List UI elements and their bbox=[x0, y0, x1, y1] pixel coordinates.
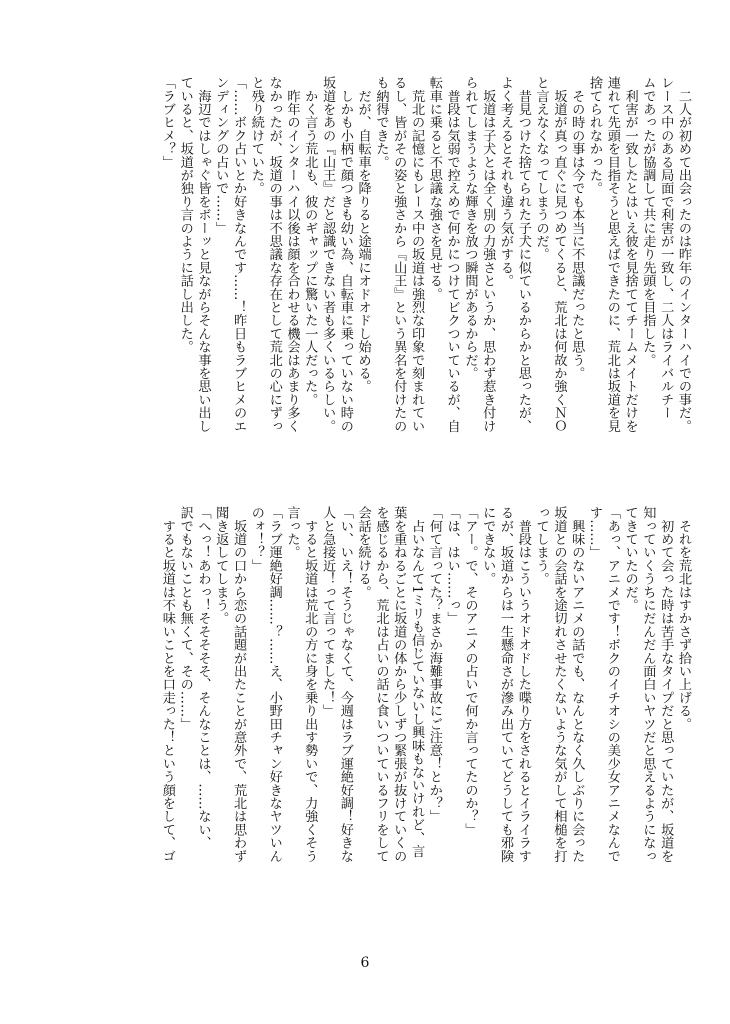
text-column: 連れて先頭を目指そうと思えばできたのに、荒北は坂道を見 bbox=[604, 76, 620, 433]
text-column: それを荒北はすかさず拾い上げる。 bbox=[676, 506, 691, 731]
text-column: 「ラブ運絶好調……？……え、小野田チャン好きなヤツいん bbox=[266, 506, 282, 863]
text-column: 「アー。で、そのアニメの占いで何か言ってたのか？」 bbox=[462, 506, 478, 836]
text-column: すると坂道は荒北の方に身を乗り出す勢いで、力強くそう bbox=[302, 506, 318, 863]
text-column: よく考えるとそれも違う気がする。 bbox=[498, 76, 514, 288]
text-column: るが、坂道からは一生懸命さが滲み出ていてどうしても邪険 bbox=[498, 506, 514, 863]
text-column: 「ラブヒメ？」 bbox=[159, 76, 175, 169]
text-column: 聞き返してしまう。 bbox=[213, 506, 229, 625]
text-column: 「何て言ってた？まさか海難事故にご注意！とか？」 bbox=[426, 506, 442, 823]
text-column: 二人が初めて出会ったのは昨年のインターハイでの事だ。 bbox=[676, 76, 691, 433]
text-column: るし、皆がその姿と強さから『山王』という異名を付けたの bbox=[391, 76, 407, 433]
text-column: 捨てられなかった。 bbox=[587, 76, 603, 195]
text-column: 利害が一致したとはいえ彼を見捨ててチームメイトだけを bbox=[622, 76, 638, 433]
text-column: 昔見つけた捨てられた子犬に似ているからかと思ったが、 bbox=[515, 76, 531, 433]
text-column: なかったが、坂道の事は不思議な存在として荒北の心にずっ bbox=[266, 76, 282, 433]
text-column: その時の事は今でも本当に不思議だったと思う。 bbox=[569, 76, 585, 380]
text-column: 「……ボク占いとか好きなんです……！昨日もラブヒメのエ bbox=[231, 76, 247, 433]
text-column: レース中のある局面で利害が一致し、二人はライバルチー bbox=[658, 76, 674, 420]
page-number: 6 bbox=[360, 955, 370, 971]
text-column: 海辺ではしゃぐ皆をボーッと見ながらそんな事を思い出し bbox=[195, 76, 211, 433]
text-column: にできない。 bbox=[480, 506, 496, 586]
text-column: も納得できた。 bbox=[373, 76, 389, 169]
text-column: られてしまうような輝きを放つ瞬間があるからだ。 bbox=[462, 76, 478, 380]
text-column: しかも小柄で顔つきも幼い為、自転車に乗っていない時の bbox=[337, 76, 353, 433]
text-column: 人と急接近！って言ってました！」 bbox=[320, 506, 336, 718]
text-column: 転車に乗ると不思議な強さを見せる。 bbox=[426, 76, 442, 301]
text-column: 普段は気弱で控えめで何かにつけてビクついているが、自 bbox=[444, 76, 460, 433]
text-column: 興味のないアニメの話でも、なんとなく久しぶりに会った bbox=[569, 506, 585, 863]
text-column: 坂道との会話を途切れさせたくないような気がして相槌を打 bbox=[551, 506, 567, 863]
text-column: 葉を重ねるごとに坂道の体から少しずつ緊張が抜けていくの bbox=[391, 506, 407, 863]
text-column: ていると、坂道が独り言のように話し出した。 bbox=[177, 76, 193, 354]
text-column: 「へっ！あわっ！そそそそそ、そんなことは、……ない、 bbox=[195, 506, 211, 850]
text-column: 坂道をあの『山王』だと認識できない者も多くいるらしい。 bbox=[320, 76, 336, 433]
text-column: す……」 bbox=[587, 506, 603, 559]
text-column: 「い、いえ！そうじゃなくて、今週はラブ運絶好調！好きな bbox=[337, 506, 353, 863]
text-column: ムであったが協調して共に走り先頭を目指した。 bbox=[640, 76, 656, 367]
text-column: のォ！？」 bbox=[248, 506, 264, 572]
text-column: ンディングの占いで……」 bbox=[213, 76, 229, 235]
lower-text-block bbox=[112, 506, 692, 926]
upper-text-block bbox=[112, 76, 692, 496]
text-column: 「は、はい……っ」 bbox=[444, 506, 460, 625]
text-column: 会話を続ける。 bbox=[355, 506, 371, 599]
text-column: と残り続けていた。 bbox=[248, 76, 264, 195]
text-column: 「あっ、アニメです！ボクのイチオシの美少女アニメなんで bbox=[604, 506, 620, 863]
text-column: かく言う荒北も、彼のギャップに驚いた一人だった。 bbox=[302, 76, 318, 406]
text-column: 普段はこういうオドオドした喋り方をされるとイライラす bbox=[515, 506, 531, 863]
text-column: 言った。 bbox=[284, 506, 300, 559]
text-column: 知っていくうちにだんだん面白いヤツだと思えるようになっ bbox=[640, 506, 656, 863]
text-column: だが、自転車を降りると途端にオドオドし始める。 bbox=[355, 76, 371, 393]
text-column: 占いなんて1ミリも信じていないし興味もないけれど、言 bbox=[409, 506, 425, 858]
text-column: を感じるから、荒北は占いの話に食いついているフリをして bbox=[373, 506, 389, 863]
text-column: 昨年のインターハイ以後は顔を合わせる機会はあまり多く bbox=[284, 76, 300, 433]
text-column: 坂道が真っ直ぐに見つめてくると、荒北は何故か強くＮＯ bbox=[551, 76, 567, 433]
text-column: 荒北の記憶にもレース中の坂道は強烈な印象で刻まれてい bbox=[409, 76, 425, 433]
text-column: すると坂道は不味いことを口走った！という顔をして、ゴ bbox=[159, 506, 175, 863]
text-column: 坂道の口から恋の話題が出たことが意外で、荒北は思わず bbox=[231, 506, 247, 863]
text-column: 初めて会った時は苦手なタイプだと思っていたが、坂道を bbox=[658, 506, 674, 863]
text-column: 訳でもないことも無くて、その……」 bbox=[177, 506, 193, 731]
text-column: 坂道は子犬とは全く別の力強さというか、思わず惹き付け bbox=[480, 76, 496, 433]
text-column: てきていたのだ。 bbox=[622, 506, 638, 612]
text-column: と言えなくなってしまうのだ。 bbox=[533, 76, 549, 261]
text-column: ってしまう。 bbox=[533, 506, 549, 586]
